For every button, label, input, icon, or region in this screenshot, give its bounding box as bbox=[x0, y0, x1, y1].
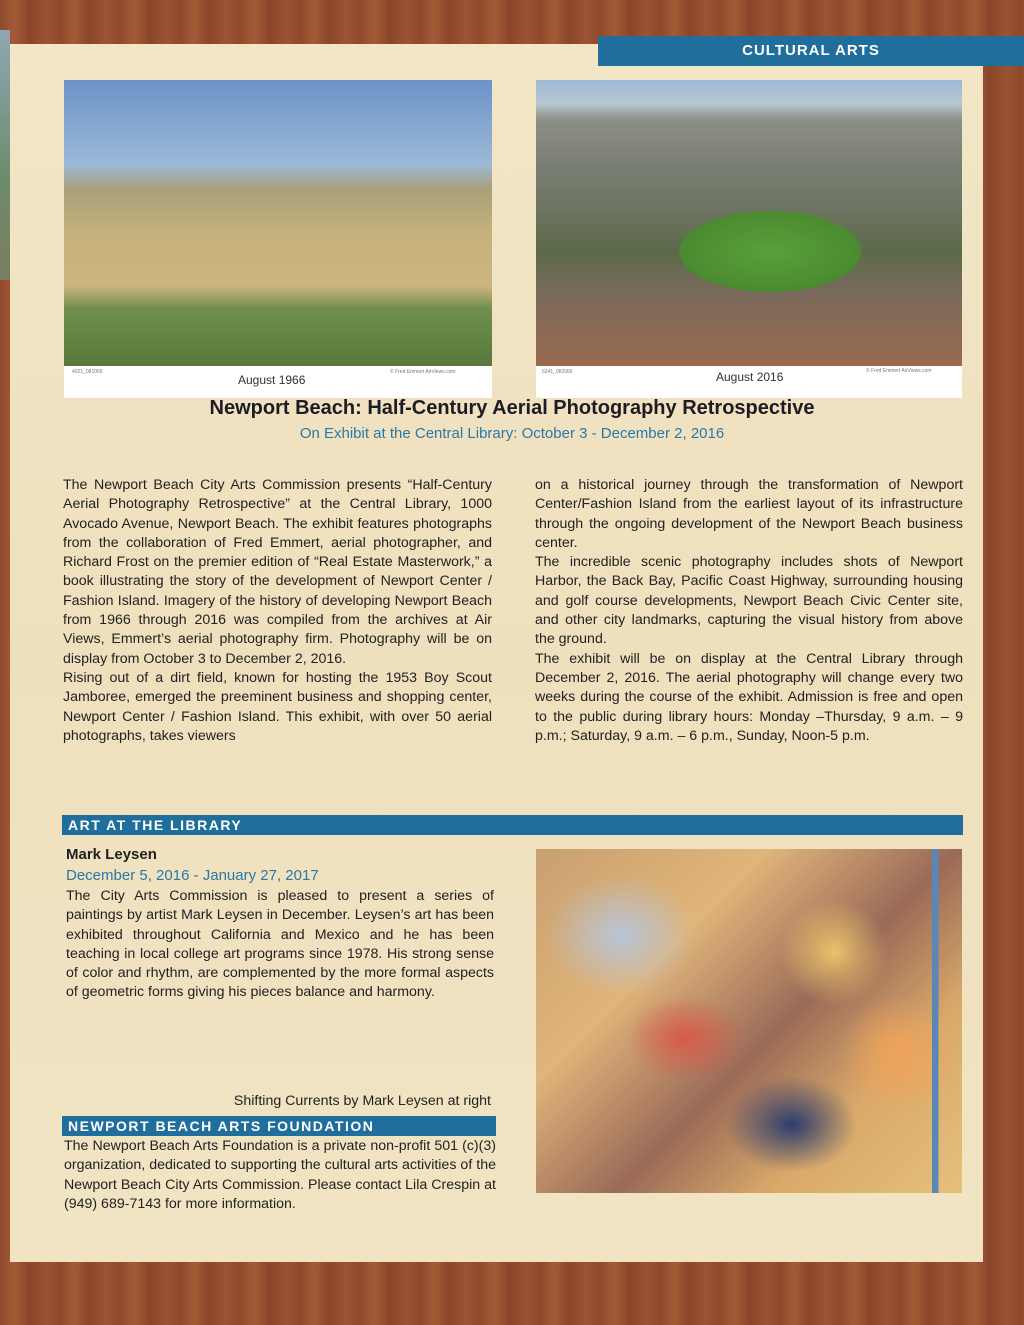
paragraph: The City Arts Commission is pleased to present a series of paintings by artist Mark Leysen in December. Leysen’s art has been exhibited throughout California and Mexico and he has been teaching in local college art programs since 1978. His strong sense of color and rhythm, are complemented by the more formal aspects of geometric forms giving his pieces balance and harmony. bbox=[66, 888, 494, 1001]
article-title: Newport Beach: Half-Century Aerial Photography Retrospective bbox=[209, 397, 815, 419]
painting-byline: by Mark Leysen at right bbox=[339, 1093, 491, 1109]
photo-date: August 2016 bbox=[716, 370, 784, 384]
foundation-body bbox=[64, 1137, 496, 1214]
photo-1966 bbox=[64, 80, 492, 398]
photo-2016 bbox=[536, 80, 962, 398]
photo-credit-id: 6241_082066 bbox=[542, 369, 573, 375]
edge-photo-strip bbox=[0, 30, 10, 280]
art-library-body bbox=[66, 887, 494, 1003]
paragraph: The Newport Beach City Arts Commission presents “Half-Century Aerial Photography Retrospective” at the Central Library, 1000 Avocado Avenue, Newport Beach. The exhibit features photographs from the collaboration of Fred Emmert, aerial photographer, and Richard Frost on the premier edition of “Real Estate Masterwork,” a book illustrating the story of the development of Newport Center / Fashion Island. Imagery of the history of developing Newport Beach from 1966 through 2016 was compiled from the archives at Air Views, Emmert’s aerial photography firm. Photography will be on display from October 3 to December 2, 2016. bbox=[63, 477, 492, 667]
painting-title: Shifting Currents bbox=[233, 1093, 340, 1109]
art-library-heading: ART AT THE LIBRARY bbox=[62, 815, 963, 835]
foundation-heading: NEWPORT BEACH ARTS FOUNDATION bbox=[62, 1116, 496, 1136]
section-tab: CULTURAL ARTS bbox=[598, 36, 1024, 66]
aerial-photo-1966 bbox=[64, 80, 492, 366]
paragraph: Rising out of a dirt field, known for hosting the 1953 Boy Scout Jamboree, emerged the preeminent business and shopping center, Newport Center / Fashion Island. This exhibit, with over 50 aerial photographs, takes viewers bbox=[63, 669, 492, 744]
photo-copyright: © Fred Emmert AirViews.com bbox=[866, 368, 932, 374]
painting-shifting-currents bbox=[536, 849, 962, 1193]
painting-caption bbox=[66, 1093, 491, 1109]
exhibit-dates: December 5, 2016 - January 27, 2017 bbox=[66, 867, 319, 884]
aerial-photo-2016 bbox=[536, 80, 962, 366]
article-column-right bbox=[535, 476, 963, 746]
paragraph: The exhibit will be on display at the Central Library through December 2, 2016. The aerial photography will change every two weeks during the course of the exhibit. Admission is free and open to the public during library hours: Monday –Thursday, 9 a.m. – 9 p.m.; Saturday, 9 a.m. – 6 p.m., Sunday, Noon-5 p.m. bbox=[535, 650, 963, 744]
article-subtitle: On Exhibit at the Central Library: October 3 - December 2, 2016 bbox=[299, 425, 725, 442]
paragraph: The incredible scenic photography includes shots of Newport Harbor, the Back Bay, Pacific Coast Highway, surrounding housing and golf course developments, Newport Beach Civic Center site, and other city landmarks, capturing the visual history from above the ground. bbox=[535, 554, 963, 648]
article-column-left bbox=[63, 476, 492, 746]
artist-name: Mark Leysen bbox=[66, 846, 157, 863]
photo-date: August 1966 bbox=[238, 373, 306, 387]
paragraph: The Newport Beach Arts Foundation is a private non-profit 501 (c)(3) organization, dedicated to supporting the cultural arts activities of the Newport Beach City Arts Commission. Please contact Lila Crespin at (949) 689-7143 for more information. bbox=[64, 1138, 496, 1212]
photo-credit-id: 4021_081066 bbox=[72, 369, 103, 375]
photo-copyright: © Fred Emmert AirViews.com bbox=[390, 369, 456, 375]
paragraph: on a historical journey through the transformation of Newport Center/Fashion Island from the earliest layout of its infrastructure through the ongoing development of the Newport Beach business center. bbox=[535, 477, 963, 551]
